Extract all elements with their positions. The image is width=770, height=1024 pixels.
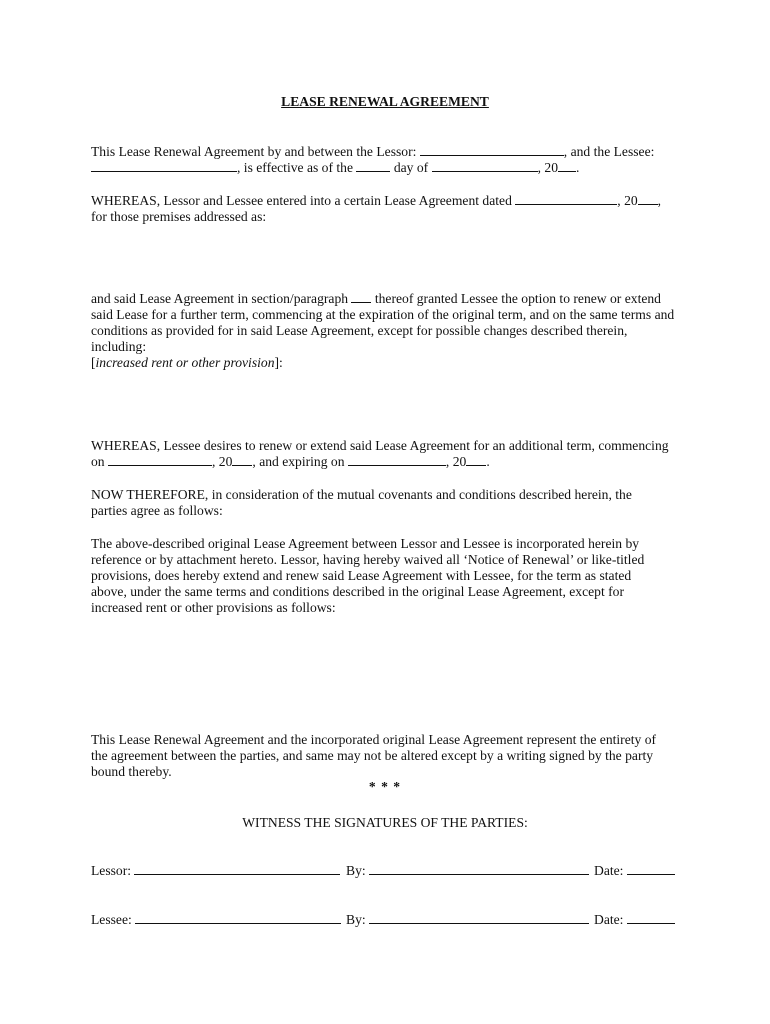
entirety-line-3: bound thereby. [91,764,172,779]
on-text: on [91,454,105,469]
section-line-3: conditions as provided for in said Lease Agreement, except for possible changes described therein, [91,323,628,338]
terms-line-2: reference or by attachment hereto. Lessor, having hereby waived all ‘Notice of Renewal’ or like-titled [91,552,645,567]
whereas-line-1 [91,193,691,209]
lessor-name-blank[interactable] [420,144,564,156]
lessor-by-row [346,863,589,879]
lease-year-blank[interactable] [638,193,658,205]
effective-month-blank[interactable] [432,160,538,172]
renew-end-date-blank[interactable] [348,454,446,466]
bracket-close: ]: [274,355,283,370]
lessee-name-blank[interactable] [91,160,237,172]
lessee-by-row [346,912,589,928]
renew-end-year-blank[interactable] [466,454,486,466]
lessee-connector-text: , and the Lessee: [563,144,655,159]
option-text: thereof granted Lessee the option to renew or extend [374,291,661,306]
section-number-blank[interactable] [351,291,371,303]
comma-text: , [657,193,662,208]
entirety-line-2: the agreement between the parties, and same may not be altered except by a writing signed by the party [91,748,654,763]
now-therefore-line-2: parties agree as follows: [91,503,223,518]
bracket-open: [ [91,355,96,370]
lessor-date-blank[interactable] [627,863,675,875]
lessee-signature-blank[interactable] [135,912,341,924]
day-of-text: day of [393,160,429,175]
now-therefore-line-1: NOW THEREFORE, in consideration of the mutual covenants and conditions described herein, the [91,487,632,502]
year-prefix-text: , 20 [537,160,558,175]
section-line-5 [91,355,691,371]
entirety-line-1: This Lease Renewal Agreement and the incorporated original Lease Agreement represent the entirety of [91,732,657,747]
document-title: LEASE RENEWAL AGREEMENT [281,94,489,109]
section-line-4: including: [91,339,147,354]
year-prefix-text: , 20 [212,454,233,469]
lessee-date-row [594,912,675,928]
renew-line-2 [91,454,691,470]
effective-year-blank[interactable] [558,160,576,172]
lessee-date-blank[interactable] [627,912,675,924]
effective-day-blank[interactable] [356,160,390,172]
lessee-by-blank[interactable] [369,912,589,924]
year-prefix-text: , 20 [617,193,638,208]
renew-start-year-blank[interactable] [232,454,252,466]
intro-line-1 [91,144,691,160]
whereas-line-2: for those premises addressed as: [91,209,267,224]
by-label: By: [346,863,366,878]
renew-start-date-blank[interactable] [108,454,212,466]
witness-heading: WITNESS THE SIGNATURES OF THE PARTIES: [242,815,528,830]
effective-text: , is effective as of the [237,160,354,175]
provision-placeholder: increased rent or other provision [95,355,275,370]
lessor-signature-blank[interactable] [134,863,340,875]
terms-line-3: provisions, does hereby extend and renew said Lease Agreement with Lessee, for the term as stated [91,568,632,583]
lessee-label: Lessee: [91,912,132,927]
renew-line-1: WHEREAS, Lessee desires to renew or extend said Lease Agreement for an additional term, commencing [91,438,669,453]
lessee-signature-row [91,912,341,928]
period-text: . [486,454,490,469]
by-label: By: [346,912,366,927]
lessor-signature-row [91,863,340,879]
year-prefix-text: , 20 [445,454,467,469]
period-text: . [575,160,580,175]
expiring-text: , and expiring on [252,454,345,469]
intro-text: This Lease Renewal Agreement by and between the Lessor: [91,144,417,159]
date-label: Date: [594,863,624,878]
section-separator: * * * [368,779,402,794]
intro-line-2 [91,160,691,176]
lease-date-blank[interactable] [515,193,617,205]
lessor-date-row [594,863,675,879]
lessor-by-blank[interactable] [369,863,589,875]
section-line-2: said Lease for a further term, commencing at the expiration of the original term, and on the same terms and [91,307,675,322]
terms-line-5: increased rent or other provisions as follows: [91,600,336,615]
section-line-1 [91,291,691,307]
terms-line-1: The above-described original Lease Agreement between Lessor and Lessee is incorporated herein by [91,536,640,551]
section-text: and said Lease Agreement in section/paragraph [91,291,349,306]
lessor-label: Lessor: [91,863,132,878]
date-label: Date: [594,912,624,927]
whereas-text: WHEREAS, Lessor and Lessee entered into a certain Lease Agreement dated [91,193,512,208]
terms-line-4: above, under the same terms and conditions described in the original Lease Agreement, except for [91,584,624,599]
